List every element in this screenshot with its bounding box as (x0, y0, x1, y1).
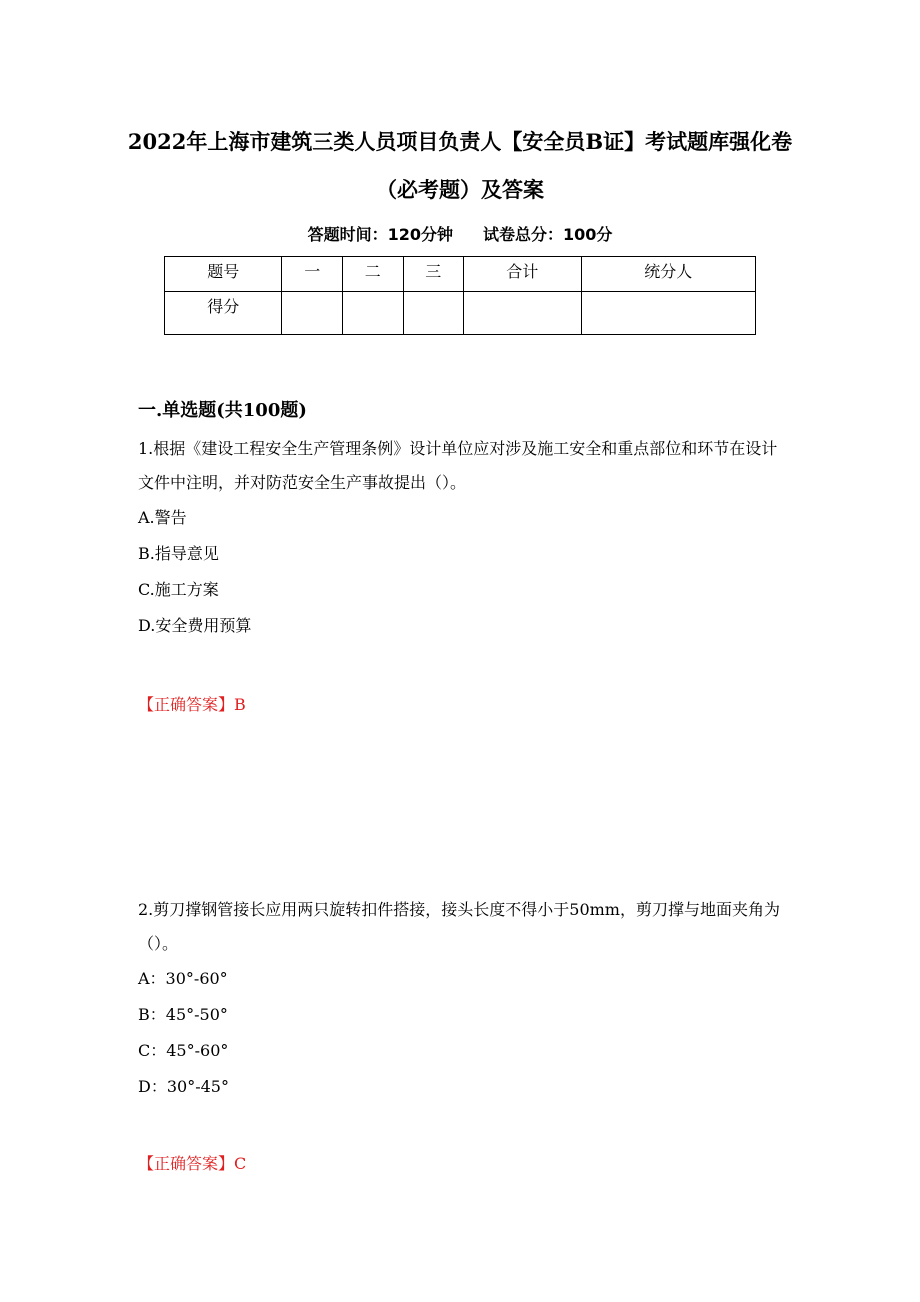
score-cell (581, 292, 755, 335)
score-header-cell: 统分人 (581, 257, 755, 292)
question-stem: 2.剪刀撑钢管接长应用两只旋转扣件搭接，接头长度不得小于50mm，剪刀撑与地面夹角为（）。 (138, 900, 780, 953)
option-c: C.施工方案 (138, 580, 219, 599)
score-row-label: 得分 (165, 292, 282, 335)
exam-total-score: 试卷总分：100分 (483, 225, 613, 244)
score-header-cell: 二 (343, 257, 404, 292)
score-cell (403, 292, 464, 335)
score-header-cell: 一 (282, 257, 343, 292)
score-cell (343, 292, 404, 335)
score-table-header-row (165, 257, 756, 292)
score-header-cell: 三 (403, 257, 464, 292)
option-b: B.指导意见 (138, 544, 219, 563)
question-stem: 1.根据《建设工程安全生产管理条例》设计单位应对涉及施工安全和重点部位和环节在设计文件中注明，并对防范安全生产事故提出（）。 (138, 439, 778, 492)
answer-2: 【正确答案】C (138, 1154, 247, 1173)
answer-1: 【正确答案】B (138, 695, 246, 714)
option-a: A：30°-60° (138, 969, 228, 988)
score-table-score-row (165, 292, 756, 335)
option-a: A.警告 (138, 508, 187, 527)
question-1 (138, 432, 788, 644)
score-header-cell: 合计 (464, 257, 581, 292)
score-cell (464, 292, 581, 335)
score-cell (282, 292, 343, 335)
question-2 (138, 893, 788, 1105)
page-title: 2022年上海市建筑三类人员项目负责人【安全员B证】考试题库强化卷（必考题）及答案 (127, 129, 793, 202)
exam-time: 答题时间：120分钟 (307, 225, 453, 244)
score-header-cell: 题号 (165, 257, 282, 292)
option-b: B：45°-50° (138, 1005, 228, 1024)
score-table (164, 256, 756, 335)
option-d: D：30°-45° (138, 1077, 229, 1096)
section-title: 一.单选题(共100题) (138, 400, 307, 421)
option-c: C：45°-60° (138, 1041, 229, 1060)
option-d: D.安全费用预算 (138, 616, 252, 635)
exam-info (0, 222, 920, 245)
